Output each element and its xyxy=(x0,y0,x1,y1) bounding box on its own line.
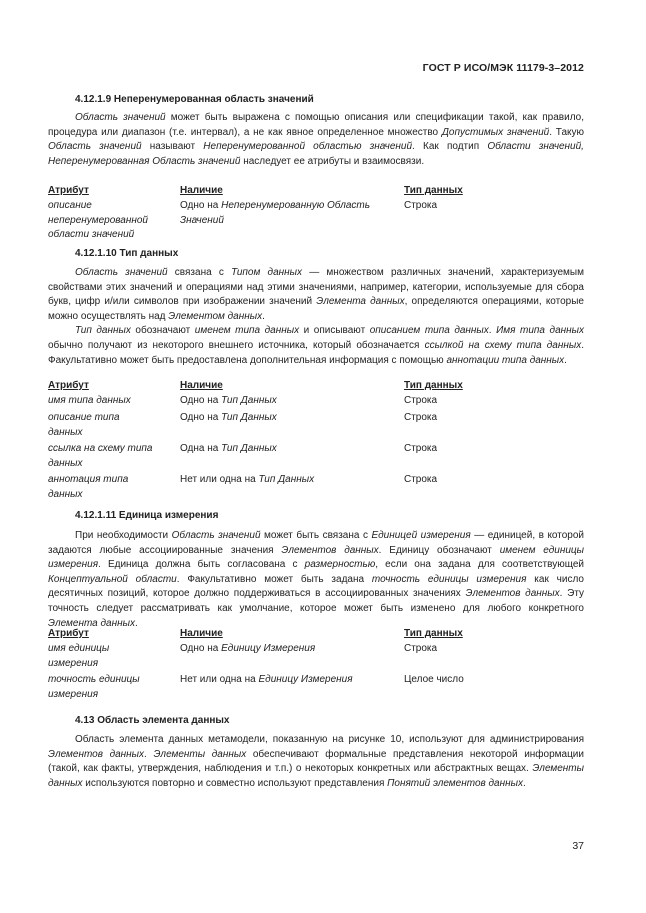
cell-presence xyxy=(180,199,395,228)
attribute-table-1 xyxy=(48,184,584,245)
cell-type: Целое число xyxy=(404,674,464,685)
paragraph xyxy=(48,111,584,169)
italic-term: Имя типа данных xyxy=(496,325,585,337)
text-run: . Единицу обозначают xyxy=(378,544,500,556)
italic-term: Область значений xyxy=(75,267,168,278)
text-run: . xyxy=(144,748,154,760)
table-header-row xyxy=(48,184,584,199)
text-run: Нет или одна на xyxy=(180,474,259,485)
italic-term: ссылкой на схему типа данных xyxy=(424,339,582,351)
italic-term: Элемента данных xyxy=(316,296,405,308)
text-run: , если она задана для соответствующей xyxy=(375,559,584,571)
section-heading-4-12-1-11: 4.12.1.11 Единица измерения xyxy=(75,510,219,521)
italic-term: Тип Данных xyxy=(221,395,277,406)
paragraph xyxy=(48,733,584,791)
cell-presence xyxy=(180,673,400,688)
table-row xyxy=(48,642,584,673)
cell-attribute: описание неперенумерованной области значений xyxy=(48,200,148,241)
cell-presence xyxy=(180,411,400,426)
col-header-type: Тип данных xyxy=(404,185,463,196)
text-run: . Эту точность следует рассматривать как умолчание, которое может быть изменено для любого конкретного xyxy=(48,588,585,614)
document-header: ГОСТ Р ИСО/МЭК 11179-3–2012 xyxy=(422,62,584,74)
italic-term: Элементов данных xyxy=(465,588,560,600)
italic-term: точность единицы измерения xyxy=(371,573,527,585)
text-run: При необходимости xyxy=(75,530,172,541)
cell-type: Строка xyxy=(404,395,438,406)
table-row xyxy=(48,473,584,504)
italic-term: Допустимых значений xyxy=(441,126,550,138)
table-row xyxy=(48,673,584,704)
text-run: . xyxy=(134,617,138,629)
italic-term: Тип Данных xyxy=(258,474,315,485)
italic-term: Область значений xyxy=(48,141,142,153)
cell-type: Строка xyxy=(404,643,438,654)
italic-term: Элемента данных xyxy=(48,617,135,629)
col-header-presence: Наличие xyxy=(180,185,223,196)
italic-term: Элементов данных xyxy=(48,748,145,760)
text-run: обеспечивают формальные представления некоторой информации (такой, как факты, утверждения, наблюдения и т.п.) о некоторых конкретных или абстрактных вещах. xyxy=(48,748,584,775)
italic-term: Неперенумерованную Область Значений xyxy=(180,200,370,226)
italic-term: Понятий элементов данных xyxy=(387,777,523,789)
section-heading-4-12-1-10: 4.12.1.10 Тип данных xyxy=(75,248,179,259)
table-row xyxy=(48,394,584,411)
table-row xyxy=(48,442,584,473)
col-header-type: Тип данных xyxy=(404,380,463,391)
text-run: как число десятичных позиций, которое должно поддерживаться в ассоциированных значениях xyxy=(48,573,584,600)
italic-term: Единицу Измерения xyxy=(258,674,353,685)
italic-term: Элементы данных xyxy=(153,748,247,760)
italic-term: размерностью xyxy=(304,559,376,571)
text-run: . xyxy=(488,325,497,337)
section-4-12-1-10-text xyxy=(48,266,584,368)
section-heading-4-13: 4.13 Область элемента данных xyxy=(75,715,230,726)
page-number: 37 xyxy=(572,840,584,852)
text-run: . xyxy=(522,777,526,789)
text-run: наследует ее атрибуты и взаимосвязи. xyxy=(240,155,425,167)
italic-term: Элементы данных xyxy=(48,763,584,789)
text-run: Одна на xyxy=(180,443,222,454)
col-header-attribute: Атрибут xyxy=(48,628,89,639)
cell-presence xyxy=(180,473,400,488)
text-run: Одно на xyxy=(180,412,222,423)
col-header-type: Тип данных xyxy=(404,628,463,639)
text-run: . Как подтип xyxy=(412,141,488,153)
attribute-table-3 xyxy=(48,627,584,704)
text-run: обычно получают из некоторого внешнего источника, который обозначается xyxy=(48,339,425,351)
text-run: , определяются операциями, которые можно осуществлять над xyxy=(48,296,584,322)
italic-term: именем единицы измерения xyxy=(48,544,584,571)
italic-term: Область значений xyxy=(171,530,261,541)
cell-type: Строка xyxy=(404,412,438,423)
col-header-presence: Наличие xyxy=(180,380,223,391)
text-run: и описывают xyxy=(299,325,370,337)
cell-presence xyxy=(180,442,400,457)
italic-term: Единицу Измерения xyxy=(221,643,316,654)
cell-type: Строка xyxy=(404,443,438,454)
text-run: может быть выражена с помощью описания или спецификации такой, как правило, процедура или диапазон (т.е. интервал), а не как явное определенное множество xyxy=(48,112,584,138)
paragraph xyxy=(48,324,584,368)
text-run: . xyxy=(262,310,265,322)
text-run: называют xyxy=(141,141,204,153)
text-run: используются повторно и совместно используют представления xyxy=(82,777,388,789)
section-4-12-1-11-text xyxy=(48,529,584,631)
table-row xyxy=(48,411,584,442)
text-run: Одно на xyxy=(180,643,222,654)
text-run: обозначают xyxy=(130,325,195,337)
italic-term: Тип Данных xyxy=(221,443,277,454)
cell-attribute: точность единицы измерения xyxy=(48,674,140,700)
text-run: Нет или одна на xyxy=(180,674,259,685)
italic-term: Тип данных xyxy=(75,325,131,337)
italic-term: аннотации типа данных xyxy=(446,354,565,366)
italic-term: описанием типа данных xyxy=(369,325,489,337)
table-row xyxy=(48,199,584,245)
text-run: . Единица должна быть согласована с xyxy=(98,559,305,571)
col-header-attribute: Атрибут xyxy=(48,185,89,196)
italic-term: Область значений xyxy=(75,112,166,123)
section-4-13-text xyxy=(48,733,584,791)
cell-attribute: имя типа данных xyxy=(48,395,131,406)
italic-term: Элементом данных xyxy=(168,310,263,322)
text-run: — единицей, в которой задаются любые ассоциированные значения xyxy=(48,530,585,556)
cell-type: Строка xyxy=(404,474,438,485)
cell-attribute: имя единицы измерения xyxy=(48,643,110,669)
paragraph xyxy=(48,266,584,324)
paragraph xyxy=(48,529,584,631)
italic-term: Тип Данных xyxy=(221,412,277,423)
section-heading-4-12-1-9: 4.12.1.9 Неперенумерованная область значений xyxy=(75,94,314,105)
italic-term: именем типа данных xyxy=(194,325,300,337)
cell-attribute: ссылка на схему типа данных xyxy=(48,443,153,469)
cell-attribute: описание типа данных xyxy=(48,412,120,438)
italic-term: Единицей измерения xyxy=(371,530,471,541)
text-run: Область элемента данных метамодели, показанную на рисунке 10, используют для администрирования xyxy=(75,734,584,745)
section-4-12-1-9-text xyxy=(48,111,584,169)
italic-term: Элементов данных xyxy=(281,544,379,556)
cell-attribute: аннотация типа данных xyxy=(48,474,129,500)
italic-term: Неперенумерованной областью значений xyxy=(203,141,413,153)
cell-presence xyxy=(180,642,400,657)
text-run: . Факультативно может быть предоставлена дополнительная информация с помощью xyxy=(48,339,584,366)
col-header-presence: Наличие xyxy=(180,628,223,639)
table-header-row xyxy=(48,627,584,642)
text-run: . Такую xyxy=(549,126,584,138)
attribute-table-2 xyxy=(48,379,584,504)
text-run: Одно на xyxy=(180,200,222,211)
text-run: . xyxy=(564,354,567,366)
text-run: — множеством различных значений, характеризуемым свойствами этих значений и операциями над этими значениями, например, категории, используемые для сбора букв, цифр и/или символов при изображении значений xyxy=(48,267,584,308)
table-header-row xyxy=(48,379,584,394)
cell-presence xyxy=(180,394,400,409)
italic-term: Концептуальной области xyxy=(48,573,177,585)
cell-type: Строка xyxy=(404,200,438,211)
text-run: может быть связана с xyxy=(260,530,372,541)
text-run: Одно на xyxy=(180,395,222,406)
col-header-attribute: Атрибут xyxy=(48,380,89,391)
text-run: связана с xyxy=(167,267,232,278)
text-run: . Факультативно может быть задана xyxy=(176,573,372,585)
italic-term: Области значений, Неперенумерованная Область значений xyxy=(48,141,584,167)
italic-term: Типом данных xyxy=(231,267,302,278)
